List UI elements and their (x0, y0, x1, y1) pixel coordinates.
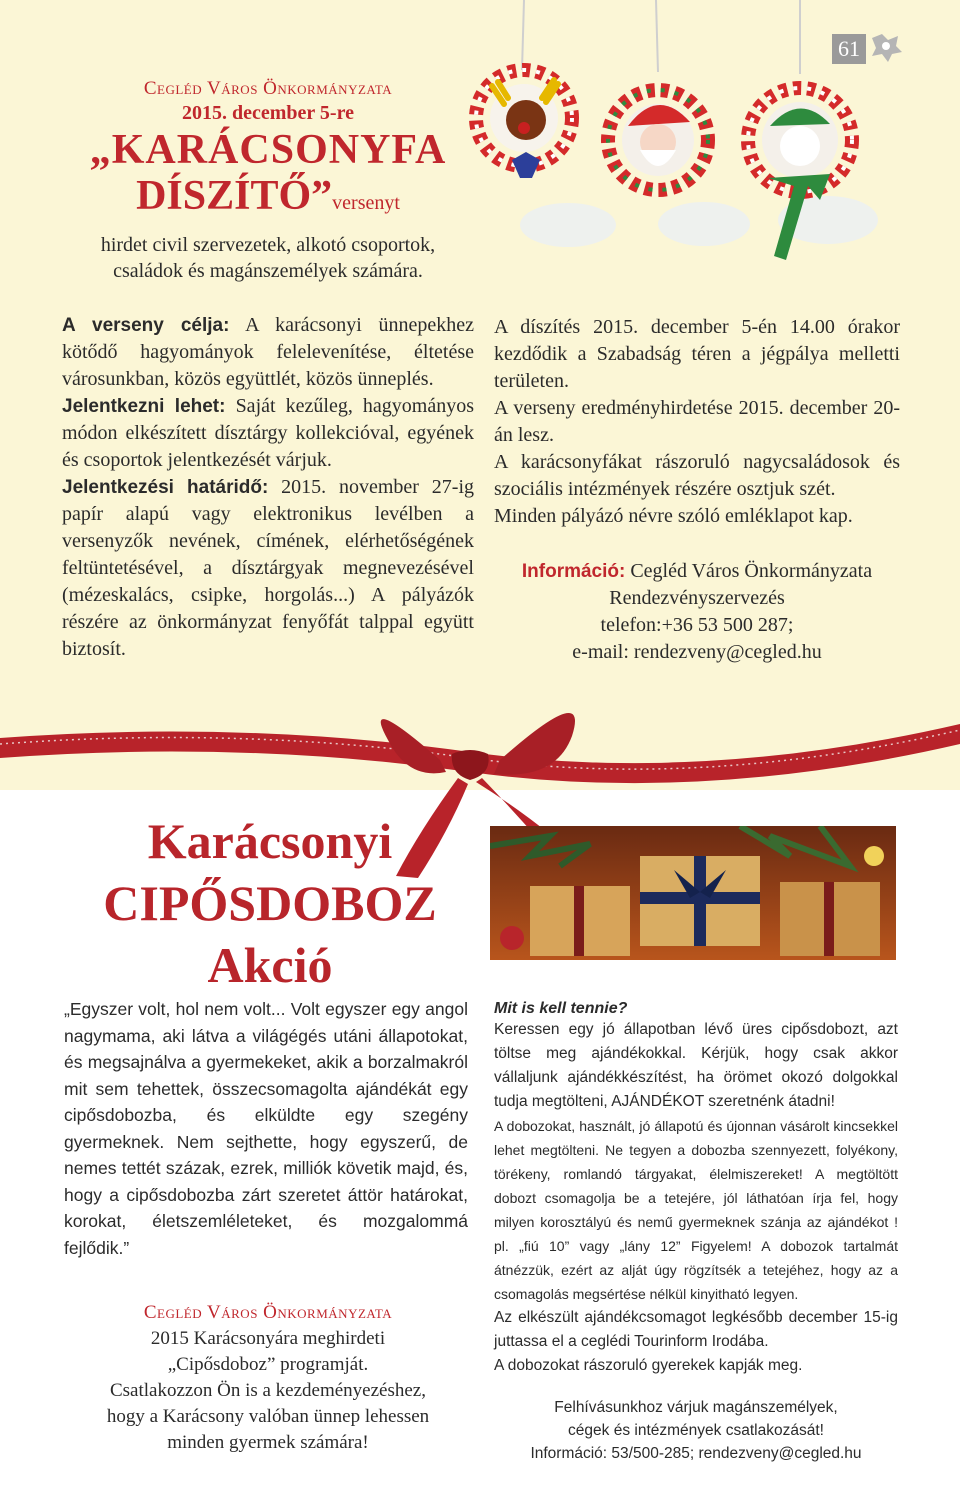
deadline-label: Jelentkezési határidő: (62, 477, 269, 498)
info-org: Cegléd Város Önkormányzata (630, 560, 873, 582)
shoebox-story: „Egyszer volt, hol nem volt... Volt egyszer egy angol nagymama, aki látva a világégés utáni állapotokat, és megsajnálva a gyermekeket, akik a borzalmakról mit sem tehettek, összecsomagolta ajándékát egy cipősdobozba, és elküldte egy szegény gyermeknek. Nem sejthette, hogy egyszerű, de nemes tettét százak, ezrek, milliók követik majd, és, hogy a cipősdobozba zárt szeretet áttör határokat, korokat, életszemléleteket, és mozgalommá fejlődik.” (64, 999, 468, 1258)
contest-schedule (494, 314, 900, 530)
contest-contact (494, 558, 900, 666)
call-line1: Felhívásunkhoz várjuk magánszemélyek, (554, 1399, 838, 1416)
page-number: 61 (832, 34, 866, 64)
shoebox-title-line3: Akció (207, 937, 333, 993)
goal-text: A karácsonyi ünnepekhez kötődő hagyományok felelevenítése, éltetése városunkban, közös együttlét, közös ünneplés. (62, 314, 474, 390)
howto-title: Mit is kell tennie? (494, 1000, 628, 1017)
announce-line5: minden gyermek számára! (167, 1432, 369, 1453)
howto-section (494, 1000, 898, 1465)
shoebox-announcement (62, 1300, 474, 1456)
schedule-start: A díszítés 2015. december 5-én 14.00 órakor kezdődik a Szabadság téren a jégpálya melletti területen. (494, 316, 900, 392)
contest-subtitle-line1: hirdet civil szervezetek, alkotó csoportok, (100, 234, 436, 256)
ornaments-illustration (468, 0, 888, 300)
apply-text: Saját kezűleg, hagyományos módon elkészített dísztárgy kollekcióval, egyének és csoportok jelentkezését várjuk. (62, 395, 474, 471)
shoebox-title (80, 810, 460, 996)
contest-title-line1: „KARÁCSONYFA (89, 127, 447, 173)
goal-label: A verseny célja: (62, 315, 230, 336)
schedule-results: A verseny eredményhirdetése 2015. december 20-án lesz. (494, 397, 900, 446)
howto-step-fill: Keressen egy jó állapotban lévő üres cipősdobozt, azt töltse meg ajándékokkal. Kérjük, hogy csak akkor vállaljunk ajándékkészítést, ha örömet okozó dolgokkal tudja megtölteni, AJÁNDÉKOT szeretnénk átadni! (494, 1021, 898, 1110)
announce-line1: 2015 Karácsonyára meghirdeti (150, 1328, 386, 1349)
call-contact: Információ: 53/500-285; rendezveny@cegled.hu (530, 1445, 862, 1462)
contest-title-suffix: versenyt (332, 192, 400, 214)
schedule-distribution: A karácsonyfákat rászoruló nagycsaládosok és szociális intézmények részére osztjuk szét. (494, 451, 900, 500)
contest-organizer: Cegléd Város Önkormányzata (143, 78, 393, 99)
info-dept: Rendezvényszervezés (609, 587, 785, 609)
contest-title-line2: DÍSZÍTŐ” (136, 173, 333, 219)
howto-call (494, 1396, 898, 1465)
howto-step-deliver: Az elkészült ajándékcsomagot legkésőbb december 15-ig juttassa el a ceglédi Tourinform Irodába. (494, 1309, 898, 1350)
contest-subtitle-line2: családok és magánszemélyek számára. (113, 260, 423, 282)
shoebox-title-line2: CIPŐSDOBOZ (103, 875, 437, 931)
info-phone: telefon:+36 53 500 287; (600, 614, 794, 636)
announce-line4: hogy a Karácsony valóban ünnep lehessen (106, 1406, 430, 1427)
apply-label: Jelentkezni lehet: (62, 396, 226, 417)
announce-line3: Csatlakozzon Ön is a kezdeményezéshez, (109, 1380, 426, 1401)
gift-boxes-photo (490, 826, 896, 960)
deadline-text: 2015. november 27-ig papír alapú vagy elektronikus levélben a versenyzők nevének, címének, elérhetőségének feltüntetésével, a dísztárgyak megnevezésével (mézeskalács, csipke, horgolás...) A pályázók részére az önkormányzat fenyőfát talppal együtt biztosít. (62, 476, 474, 660)
shoebox-title-line1: Karácsonyi (147, 813, 393, 869)
info-email: e-mail: rendezveny@cegled.hu (572, 641, 822, 663)
schedule-certificate: Minden pályázó névre szóló emléklapot kap. (494, 505, 853, 527)
announce-organizer: Cegléd Város Önkormányzata (143, 1302, 393, 1323)
contest-date: 2015. december 5-re (182, 102, 354, 124)
announce-line2: „Cipősdoboz” programját. (167, 1354, 369, 1375)
info-label: Információ: (521, 561, 626, 582)
howto-step-pack: A dobozokat, használt, jó állapotú és újonnan vásárolt kincsekkel lehet megtölteni. Ne tegyen a dobozba szennyezett, folyékony, törékeny, romlandó tárgyakat, élelmiszereket! A megtöltött dobozt csomagolja be a tetejére, jól láthatóan írja fel, hogy milyen korosztályú és nemű gyermeknek szánja az ajándékot ! pl. „fiú 10” vagy „lány 12” Figyelem! A dobozok tartalmát átnézzük, ezért az alját úgy rögzítsék a tetejéhez, hogy az a csomagolás megsértése nélkül kinyitható legyen. (494, 1118, 898, 1302)
contest-details (62, 312, 474, 663)
call-line2: cégek és intézmények csatlakozását! (568, 1422, 824, 1439)
howto-recipients: A dobozokat rászoruló gyerekek kapják meg. (494, 1357, 803, 1374)
